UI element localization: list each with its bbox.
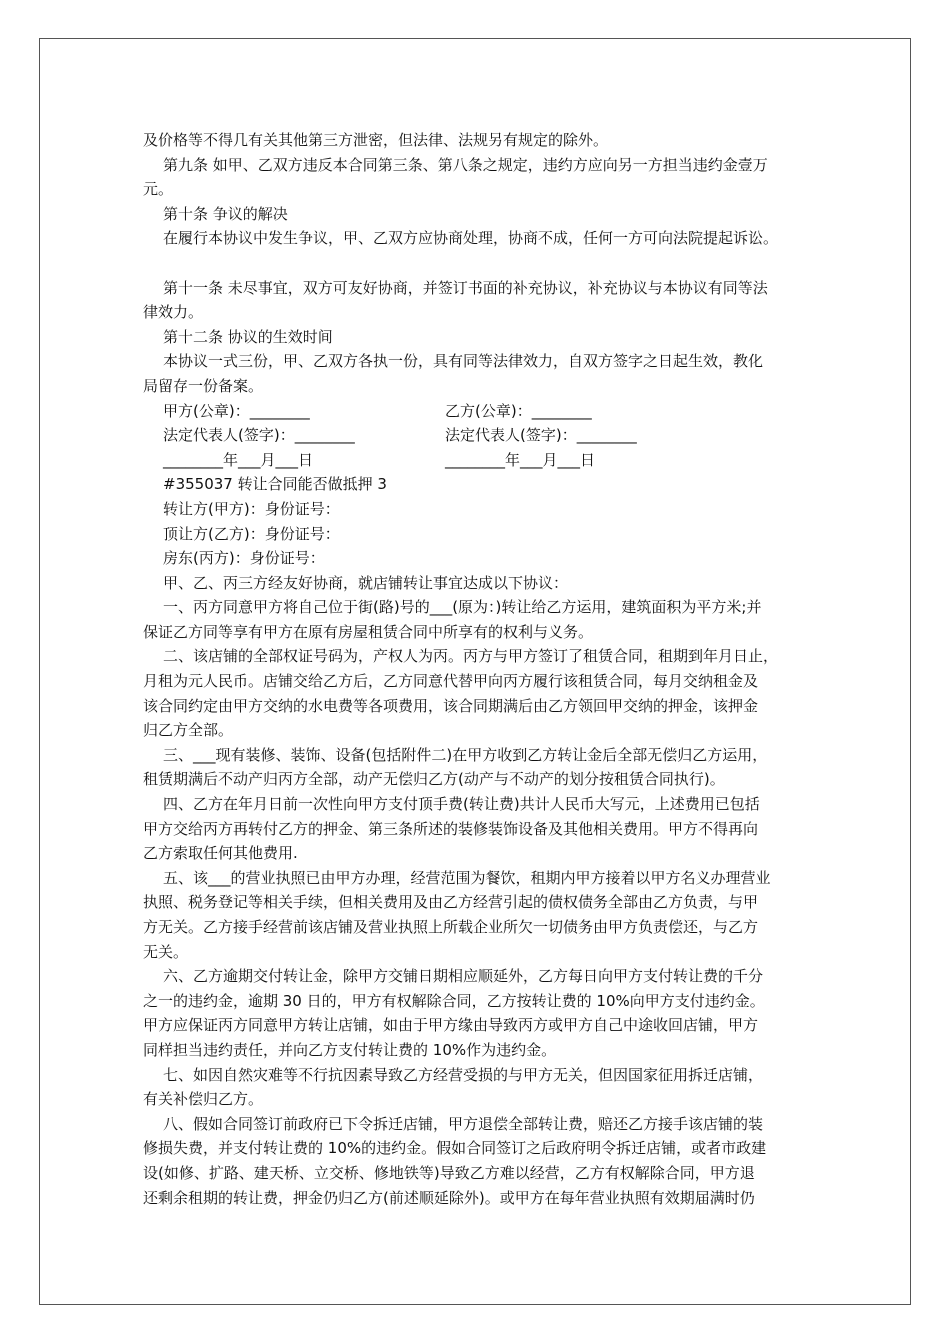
text-line: 四、乙方在年月日前一次性向甲方支付顶手费(转让费)共计人民币大写元，上述费用已包括: [163, 795, 760, 814]
contract-clauses-part-2: [143, 472, 819, 1210]
text-line: 三、___现有装修、装饰、设备(包括附件二)在甲方收到乙方转让金后全部无偿归乙方运用，: [163, 745, 768, 764]
text-line: [143, 251, 819, 276]
text-line: 局留存一份备案。: [143, 376, 264, 395]
text-line: 租赁期满后不动产归丙方全部，动产无偿归乙方(动产与不动产的划分按租赁合同执行)。: [143, 770, 725, 789]
text-line: 月租为元人民币。店铺交给乙方后，乙方同意代替甲向丙方履行该租赁合同，每月交纳租金及: [143, 672, 759, 691]
party-b-signature-field: 法定代表人(签字)：________: [445, 426, 637, 445]
text-line: 乙方索取任何其他费用.: [143, 844, 298, 863]
text-line: 及价格等不得几有关其他第三方泄密，但法律、法规另有规定的除外。: [143, 131, 609, 149]
text-line: 六、乙方逾期交付转让金，除甲方交铺日期相应顺延外，乙方每日向甲方支付转让费的千分: [163, 967, 764, 986]
text-line: 第十条 争议的解决: [163, 204, 288, 223]
text-line: 在履行本协议中发生争议，甲、乙双方应协商处理，协商不成，任何一方可向法院提起诉讼。: [163, 229, 779, 248]
text-line: 甲方应保证丙方同意甲方转让店铺，如由于甲方缘由导致丙方或甲方自己中途收回店铺，甲方: [143, 1016, 759, 1035]
text-line: 修损失费，并支付转让费的 10%的违约金。假如合同签订之后政府明令拆迁店铺，或者市政建: [143, 1139, 767, 1158]
text-line: 无关。: [143, 942, 189, 961]
contract-clauses-part-1: [143, 128, 819, 399]
text-line: 第九条 如甲、乙双方违反本合同第三条、第八条之规定，违约方应向另一方担当违约金壹万: [163, 155, 768, 174]
document-body: [143, 128, 819, 1210]
party-b-signature-field: 乙方(公章)：________: [445, 401, 592, 420]
text-line: 方无关。乙方接手经营前该店铺及营业执照上所载企业所欠一切债务由甲方负责偿还，与乙方: [143, 918, 759, 936]
party-a-signature-field: 甲方(公章)：________: [163, 401, 310, 420]
text-line: 执照、税务登记等相关手续，但相关费用及由乙方经营引起的债权债务全部由乙方负责，与甲: [143, 893, 759, 912]
text-line: 保证乙方同等享有甲方在原有房屋租赁合同中所享有的权利与义务。: [143, 622, 594, 641]
text-line: 设(如修、扩路、建天桥、立交桥、修地铁等)导致乙方难以经营，乙方有权解除合同，甲方退: [143, 1163, 755, 1182]
party-a-signature-field: 法定代表人(签字)：________: [163, 426, 355, 445]
party-b-signature-field: ________年___月___日: [445, 450, 596, 469]
signature-row: [143, 399, 819, 424]
text-line: 归乙方全部。: [143, 721, 234, 740]
signature-row: [143, 423, 819, 448]
text-line: 该合同约定由甲方交纳的水电费等各项费用，该合同期满后由乙方领回甲交纳的押金，该押金: [143, 696, 759, 715]
party-a-signature-field: ________年___月___日: [163, 450, 314, 469]
text-line: 有关补偿归乙方。: [143, 1090, 264, 1109]
text-line: 甲、乙、丙三方经友好协商，就店铺转让事宜达成以下协议：: [163, 573, 569, 592]
text-line: 元。: [143, 180, 174, 199]
text-line: 之一的违约金，逾期 30 日的，甲方有权解除合同，乙方按转让费的 10%向甲方支付违约金。: [143, 991, 765, 1010]
text-line: 本协议一式三份，甲、乙双方各执一份，具有同等法律效力，自双方签字之日起生效，教化: [163, 352, 764, 371]
text-line: 转让方(甲方)：身份证号：: [163, 499, 340, 518]
text-line: 还剩余租期的转让费，押金仍归乙方(前述顺延除外)。或甲方在每年营业执照有效期届满时仍: [143, 1188, 755, 1207]
text-line: 房东(丙方)：身份证号：: [163, 549, 325, 568]
signature-row: [143, 448, 819, 473]
text-line: 五、该___的营业执照已由甲方办理，经营范围为餐饮，租期内甲方接着以甲方名义办理营业: [163, 868, 771, 887]
text-line: 甲方交给丙方再转付乙方的押金、第三条所述的装修装饰设备及其他相关费用。甲方不得再向: [143, 819, 759, 838]
text-line: 七、如因自然灾难等不行抗因素导致乙方经营受损的与甲方无关，但因国家征用拆迁店铺，: [163, 1065, 764, 1084]
text-line: #355037 转让合同能否做抵押 3: [163, 475, 387, 494]
text-line: 律效力。: [143, 303, 204, 322]
text-line: 第十二条 协议的生效时间: [163, 327, 333, 346]
text-line: 第十一条 未尽事宜，双方可友好协商，并签订书面的补充协议，补充协议与本协议有同等法: [163, 278, 768, 297]
text-line: 同样担当违约责任，并向乙方支付转让费的 10%作为违约金。: [143, 1040, 557, 1059]
text-line: 一、丙方同意甲方将自己位于街(路)号的___(原为：)转让给乙方运用，建筑面积为平方米;并: [163, 598, 762, 617]
signature-block: [143, 399, 819, 473]
text-line: 二、该店铺的全部权证号码为，产权人为丙。丙方与甲方签订了租赁合同，租期到年月日止，: [163, 647, 779, 666]
text-line: 八、假如合同签订前政府已下令拆迁店铺，甲方退偿全部转让费，赔还乙方接手该店铺的装: [163, 1114, 764, 1133]
text-line: 顶让方(乙方)：身份证号：: [163, 524, 340, 543]
